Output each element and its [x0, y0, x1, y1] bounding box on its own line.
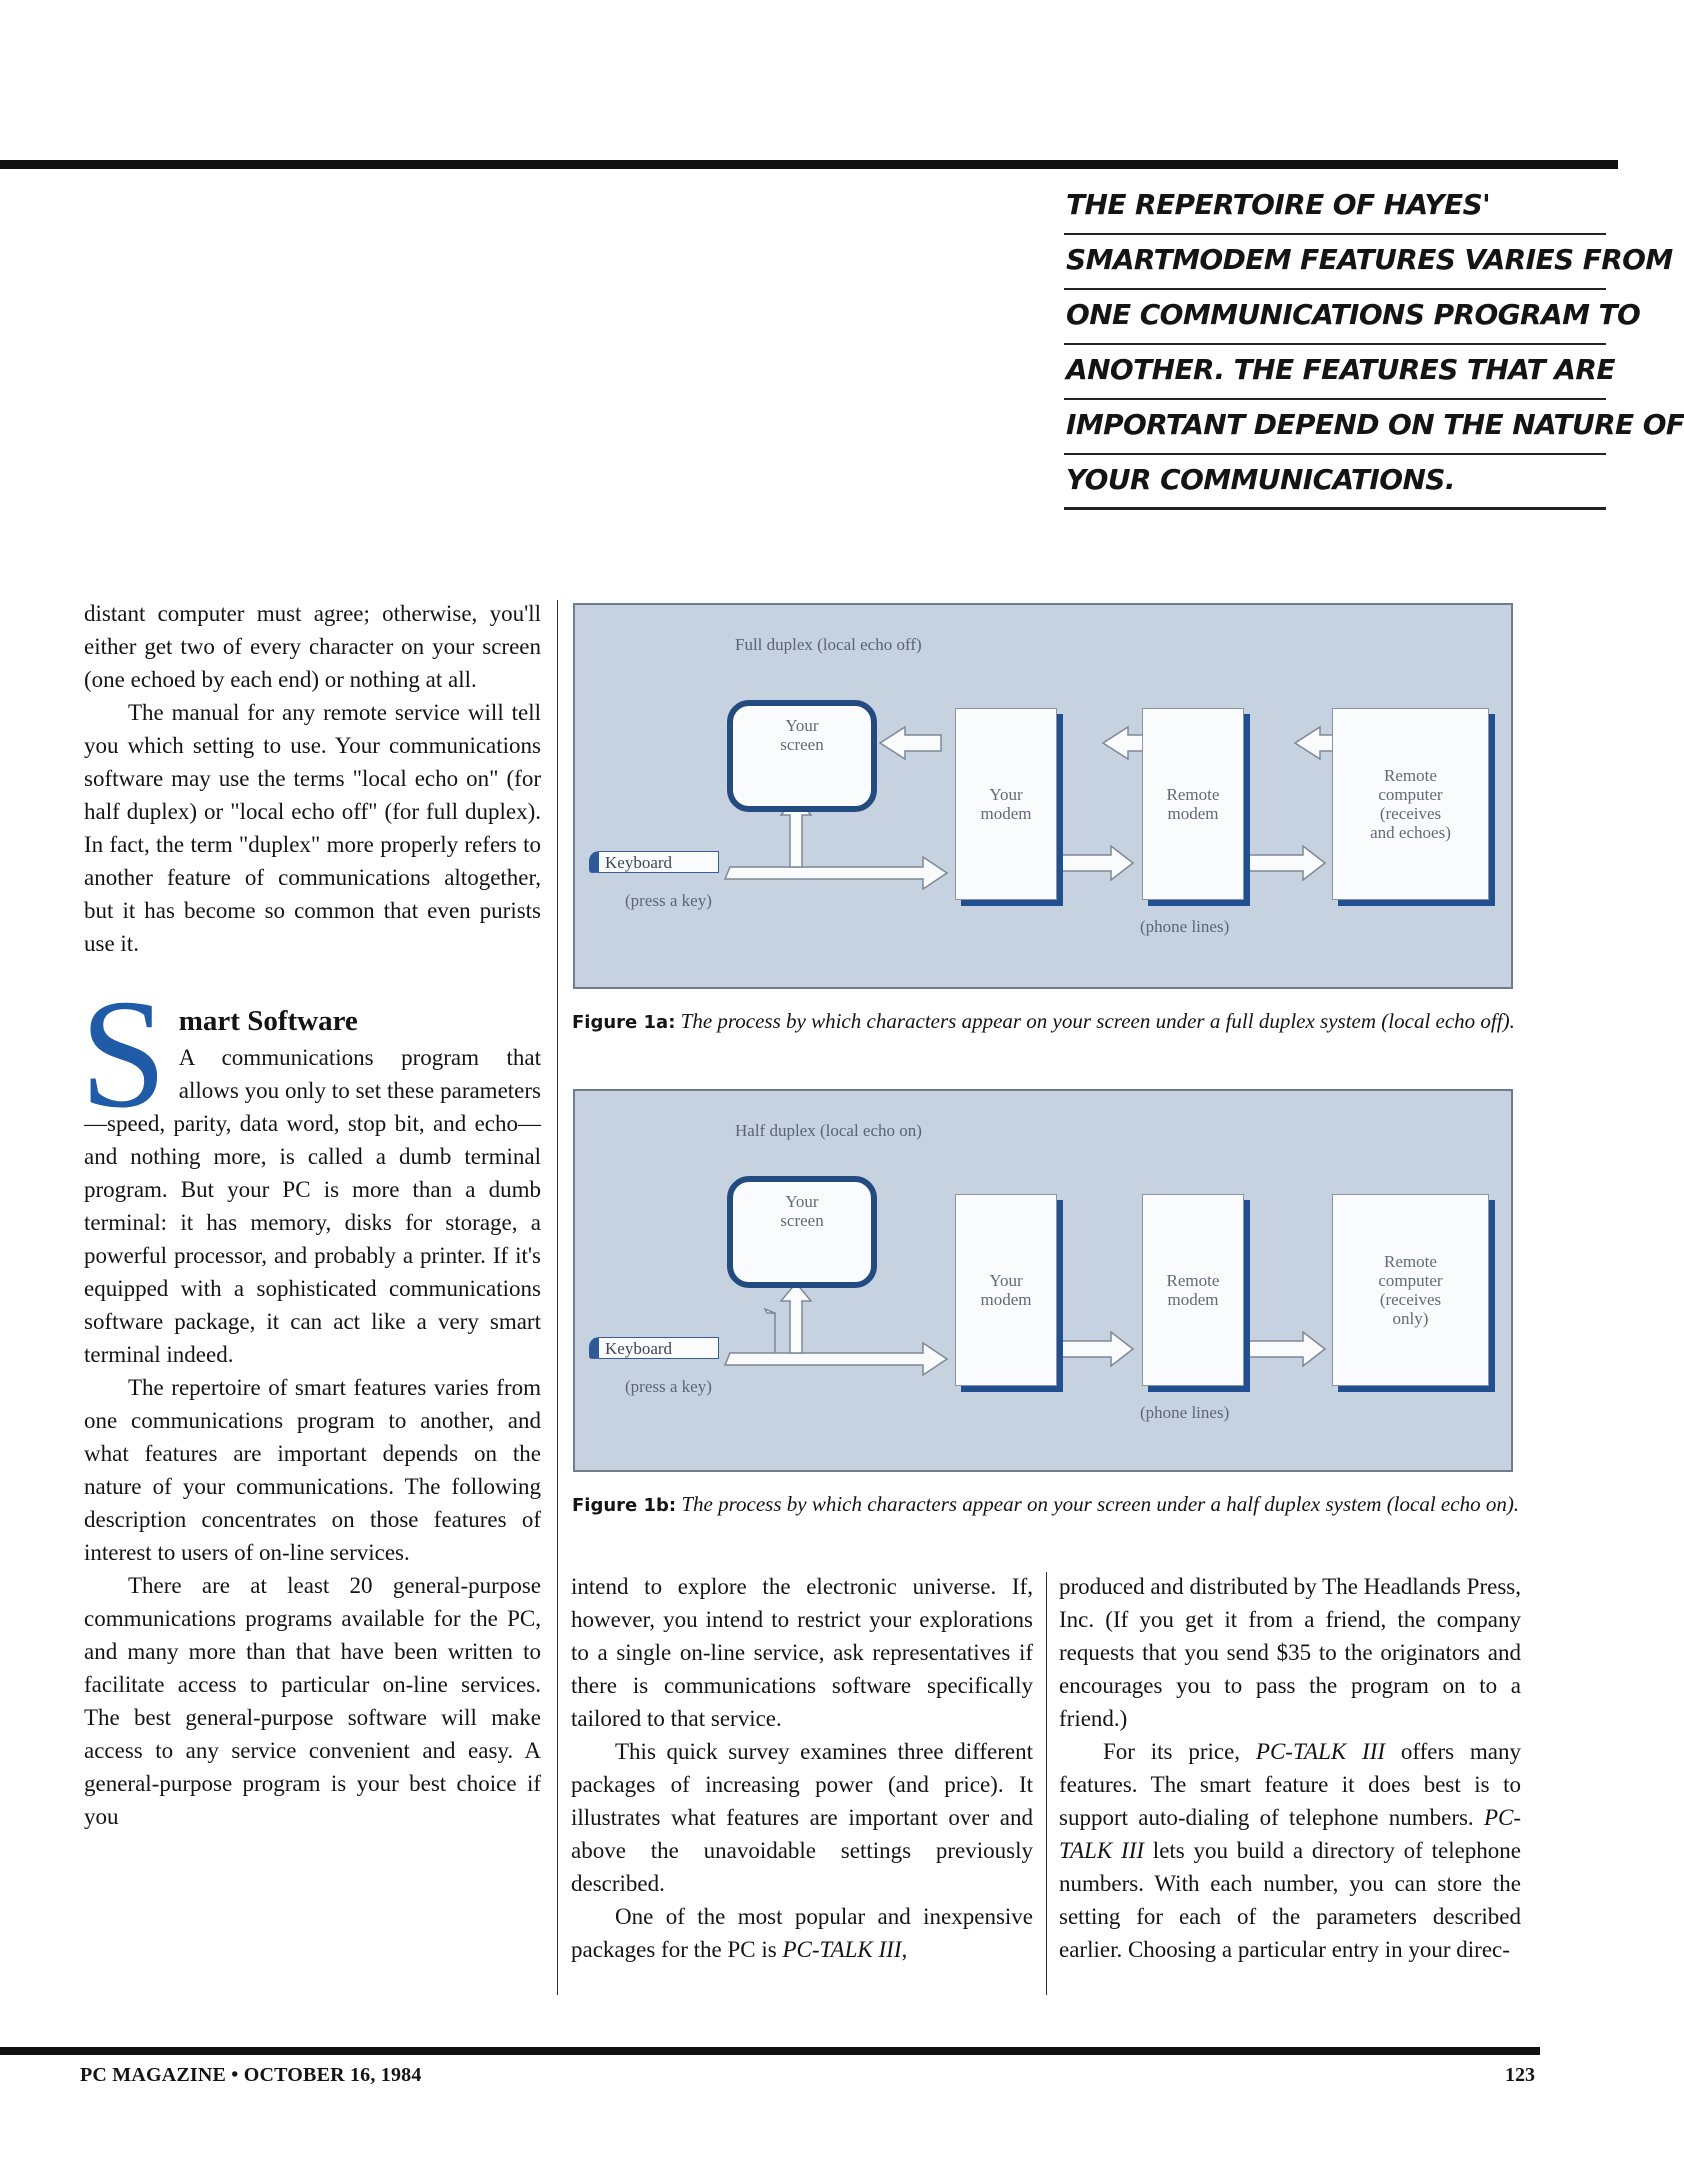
- box-label: screen: [780, 1211, 824, 1230]
- caption-label: Figure 1b:: [572, 1495, 677, 1516]
- box-label: Your: [785, 716, 819, 735]
- figure-title: Full duplex (local echo off): [735, 635, 922, 654]
- bottom-rule: [0, 2047, 1540, 2055]
- pull-quote: [1064, 180, 1684, 510]
- paragraph: The manual for any remote service will tell you which setting to use. Your communications software may use the terms "local echo on" (for half duplex) or "local echo off" (for full duplex). In fact, the term "duplex" more properly refers to another feature of communications altogether, but it has become so common that even purists use it.: [84, 700, 541, 956]
- box-label: modem: [980, 1290, 1032, 1309]
- paragraph: There are at least 20 general-purpose communications programs available for the PC, and many more than that have been written to facilitate access to particular on-line services. The best general-purpose software will make access to any service convenient and easy. A general-purpose program is your best choice if you: [84, 1573, 541, 1829]
- pull-quote-line: SMARTMODEM FEATURES VARIES FROM: [1064, 235, 1606, 290]
- paragraph: intend to explore the electronic universe. If, however, you intend to restrict your explorations to a single on-line service, ask representatives if there is communications software specifically tailored to that service.: [571, 1574, 1033, 1731]
- figure-1b: [573, 1089, 1513, 1472]
- keyboard-label: Keyboard: [589, 1337, 719, 1359]
- top-rule: [0, 160, 1618, 169]
- paragraph: [571, 1900, 1033, 1966]
- box-label: Your: [785, 1192, 819, 1211]
- box-label: Remote: [1384, 1252, 1437, 1271]
- paragraph: This quick survey examines three different packages of increasing power (and price). It illustrates what features are important over and above the unavoidable settings previously described.: [571, 1739, 1033, 1896]
- box-label: (receives: [1379, 1290, 1442, 1309]
- figure-title: Half duplex (local echo on): [735, 1121, 922, 1140]
- program-name: PC-TALK III: [1059, 1805, 1521, 1863]
- column-1: [80, 597, 541, 1833]
- box-label: Your: [989, 785, 1023, 804]
- remote-computer-box: [1332, 1194, 1489, 1386]
- press-key-label: (press a key): [625, 891, 712, 910]
- caption-text: The process by which characters appear on your screen under a full duplex system (local echo off).: [675, 1009, 1515, 1033]
- box-label: Your: [989, 1271, 1023, 1290]
- pull-quote-line: ANOTHER. THE FEATURES THAT ARE: [1064, 345, 1606, 400]
- box-label: computer: [1378, 1271, 1443, 1290]
- box-label: Remote: [1166, 1271, 1220, 1290]
- section-heading: [80, 967, 541, 1371]
- footer-publication: PC MAGAZINE • OCTOBER 16, 1984: [80, 2064, 422, 2086]
- text-run: One of the most popular and inexpensive packages for the PC is: [571, 1904, 1033, 1962]
- text-run: offers many features. The smart feature it does best is to support auto-dialing of telephone numbers.: [1059, 1739, 1521, 1830]
- paragraph: [1059, 1735, 1521, 1966]
- box-label: and echoes): [1370, 823, 1451, 842]
- phone-lines-label: (phone lines): [1140, 1403, 1230, 1422]
- figure-1a: [573, 603, 1513, 989]
- keyboard-label: Keyboard: [589, 851, 719, 873]
- figure-1a-caption: [572, 1006, 1522, 1038]
- box-label: modem: [980, 804, 1032, 823]
- box-label: only): [1392, 1309, 1429, 1328]
- remote-modem-box: [1142, 1194, 1244, 1386]
- pull-quote-line: ONE COMMUNICATIONS PROGRAM TO: [1064, 290, 1606, 345]
- press-key-label: (press a key): [625, 1377, 712, 1396]
- drop-cap: S: [80, 967, 167, 1140]
- program-name: PC-TALK III: [1255, 1739, 1386, 1764]
- pull-quote-line: IMPORTANT DEPEND ON THE NATURE OF: [1064, 400, 1606, 455]
- box-label: modem: [1167, 804, 1219, 823]
- box-label: computer: [1378, 785, 1443, 804]
- page-number: 123: [1505, 2064, 1535, 2086]
- box-label: Remote: [1384, 766, 1437, 785]
- your-screen-box: [727, 1176, 877, 1288]
- your-screen-box: [727, 700, 877, 812]
- box-label: modem: [1167, 1290, 1219, 1309]
- paragraph: distant computer must agree; otherwise, you'll either get two of every character on your screen (one echoed by each end) or nothing at all.: [84, 601, 541, 692]
- paragraph: A communications program that allows you only to set these parameters—speed, parity, data word, stop bit, and echo—and nothing more, is called a dumb terminal program. But your PC is more than a dumb terminal: it has memory, disks for storage, a powerful processor, and probably a printer. If it's equipped with a sophisticated communications software package, it can act like a very smart terminal indeed.: [84, 1045, 541, 1367]
- section-title: mart Software: [178, 1005, 358, 1037]
- column-divider: [557, 600, 558, 1995]
- remote-modem-box: [1142, 708, 1244, 900]
- figure-1b-caption: [572, 1489, 1522, 1521]
- pull-quote-line: YOUR COMMUNICATIONS.: [1064, 455, 1606, 510]
- box-label: screen: [780, 735, 824, 754]
- your-modem-box: [955, 1194, 1057, 1386]
- paragraph: produced and distributed by The Headlands Press, Inc. (If you get it from a friend, the company requests that you send $35 to the originators and encourages you to pass the program on to a friend.): [1059, 1574, 1521, 1731]
- pull-quote-line: THE REPERTOIRE OF HAYES': [1064, 180, 1606, 235]
- program-name: PC-TALK III,: [782, 1937, 908, 1962]
- column-divider: [1046, 1572, 1047, 1995]
- box-label: (receives: [1379, 804, 1442, 823]
- caption-label: Figure 1a:: [572, 1012, 676, 1033]
- text-run: For its price,: [1103, 1739, 1256, 1764]
- your-modem-box: [955, 708, 1057, 900]
- remote-computer-box: [1332, 708, 1489, 900]
- box-label: Remote: [1166, 785, 1220, 804]
- phone-lines-label: (phone lines): [1140, 917, 1230, 936]
- paragraph: The repertoire of smart features varies from one communications program to another, and what features are important depends on the nature of your communications. The following description concentrates on those features of interest to users of on-line services.: [84, 1375, 541, 1565]
- column-3: [1059, 1570, 1521, 1966]
- text-run: lets you build a directory of telephone numbers. With each number, you can store the setting for each of the parameters described earlier. Choosing a particular entry in your direc-: [1059, 1838, 1521, 1962]
- column-2: [571, 1570, 1033, 1966]
- caption-text: The process by which characters appear on your screen under a half duplex system (local echo on).: [676, 1492, 1520, 1516]
